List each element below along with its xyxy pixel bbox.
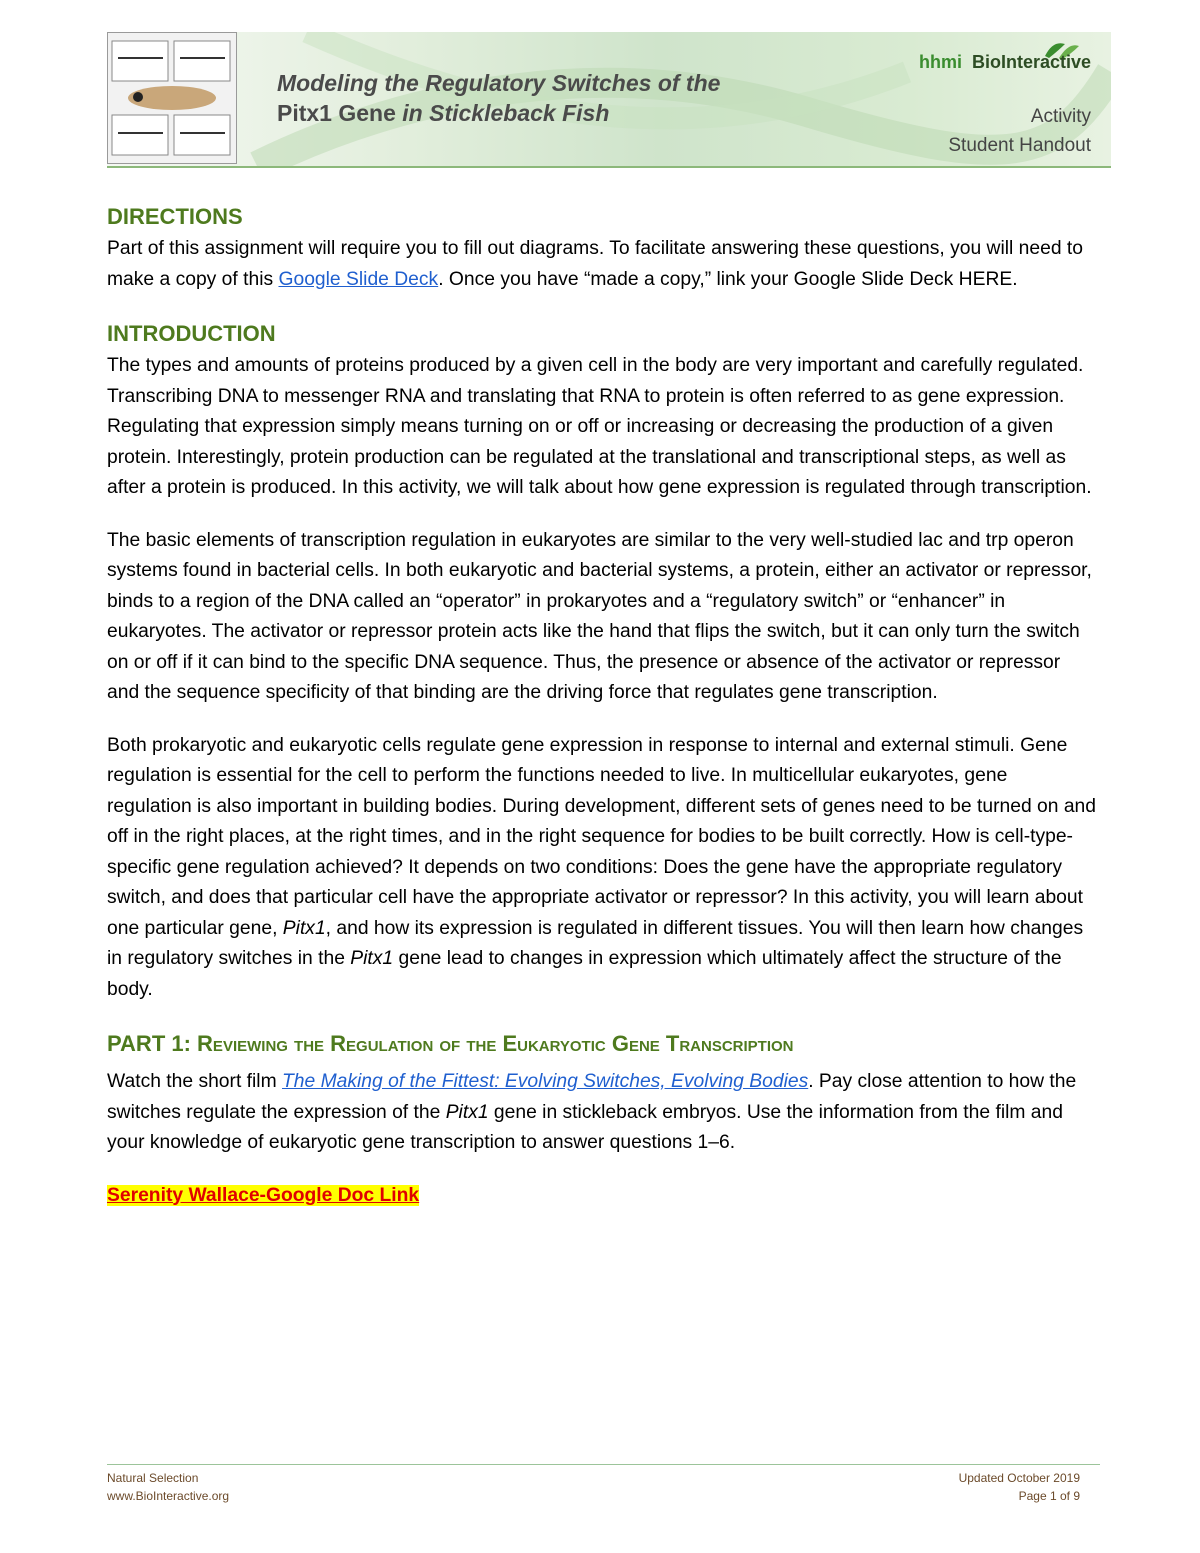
- footer-right: [900, 1469, 1080, 1505]
- directions-heading: DIRECTIONS: [107, 204, 243, 229]
- intro-p3-text-a: Both prokaryotic and eukaryotic cells regulate gene expression in response to internal and external stimuli. Gene regulation is essential for the cell to perform the functions needed to live. In multicellular eukaryotes, gene regulation is also important in building bodies. During development, different sets of genes need to be turned on and off in the right places, at the right times, and in the right sequence for bodies to be built correctly. How is cell-type-specific gene regulation achieved? It depends on two conditions: Does the gene have the appropriate regulatory switch, and does that particular cell have the appropriate activator or repressor? In this activity, you will learn about one particular gene,: [107, 734, 1096, 939]
- intro-p3-text-c: gene lead to changes in expression which ultimately affect the structure of the body.: [107, 948, 1062, 1000]
- intro-paragraph-1: The types and amounts of proteins produced by a given cell in the body are very important and carefully regulated. Transcribing DNA to messenger RNA and translating that RNA to protein is often referred to as gene expression. Regulating that expression simply means turning on or off or increasing or decreasing the production of a given protein. Interestingly, protein production can be regulated at the translational and transcriptional steps, as well as after a protein is produced. In this activity, we will talk about how gene expression is regulated through transcription.: [107, 355, 1092, 498]
- directions-text-before: Part of this assignment will require you to fill out diagrams. To facilitate answering these questions, you will need to make a copy of this: [107, 238, 1083, 290]
- title-in: in: [402, 100, 423, 126]
- footer-page-number: Page 1 of 9: [1018, 1489, 1080, 1503]
- brand-biointeractive: BioInteractive: [971, 52, 1091, 72]
- part1-paragraph: [107, 1067, 1097, 1159]
- directions-paragraph: [107, 234, 1097, 295]
- activity-label: Activity: [1030, 106, 1091, 127]
- gene-name: Pitx1: [445, 1101, 489, 1123]
- title-gene: Pitx1 Gene: [277, 100, 403, 126]
- part1-text-before: Watch the short film: [107, 1071, 283, 1092]
- part1-heading-title: Reviewing the Regulation of the Eukaryotic Gene Transcription: [197, 1031, 794, 1056]
- gene-name: Pitx1: [282, 917, 326, 939]
- footer-divider: [107, 1464, 1100, 1465]
- title-line-1: Modeling the Regulatory Switches of the: [277, 70, 721, 96]
- document-title: [277, 68, 720, 128]
- title-fish: Stickleback Fish: [422, 100, 610, 126]
- brand-hhmi: hhmi: [918, 52, 962, 72]
- diagram-thumbnail: [107, 32, 237, 164]
- google-doc-link[interactable]: Serenity Wallace-Google Doc Link: [107, 1184, 420, 1206]
- brand-logo: [919, 52, 1091, 73]
- handout-type: [948, 102, 1091, 160]
- part1-heading: [107, 1027, 1097, 1061]
- document-body: [107, 200, 1097, 1211]
- part1-heading-number: PART 1:: [107, 1031, 198, 1056]
- part1-text-after: gene in stickleback embryos. Use the information from the film and your knowledge of eukaryotic gene transcription to answer questions 1–6.: [107, 1101, 1063, 1153]
- gene-name: Pitx1: [350, 948, 394, 969]
- footer-unit: Natural Selection: [107, 1471, 199, 1485]
- film-link[interactable]: The Making of the Fittest: Evolving Switches, Evolving Bodies: [282, 1071, 809, 1092]
- google-slide-deck-link[interactable]: Google Slide Deck: [278, 268, 439, 290]
- part1-text-mid: . Pay close attention to how the switches regulate the expression of the: [107, 1071, 1077, 1123]
- intro-paragraph-3: [107, 731, 1097, 1006]
- introduction-heading: INTRODUCTION: [107, 321, 276, 346]
- directions-text-after: . Once you have “made a copy,” link your Google Slide Deck HERE.: [438, 268, 1018, 290]
- footer-website[interactable]: www.BioInteractive.org: [107, 1489, 230, 1503]
- footer-left: [107, 1469, 229, 1505]
- footer-updated: Updated October 2019: [958, 1471, 1080, 1485]
- intro-paragraph-2: The basic elements of transcription regulation in eukaryotes are similar to the very well-studied lac and trp operon systems found in bacterial cells. In both eukaryotic and bacterial systems, a protein, either an activator or repressor, binds to a region of the DNA called an “operator” in prokaryotes and a “regulatory switch” or “enhancer” in eukaryotes. The activator or repressor protein acts like the hand that flips the switch, but it can only turn the switch on or off if it can bind to the specific DNA sequence. Thus, the presence or absence of the activator or repressor and the sequence specificity of that binding are the driving force that regulates gene transcription.: [107, 529, 1092, 703]
- student-handout-label: Student Handout: [948, 135, 1091, 156]
- intro-p3-text-b: , and how its expression is regulated in different tissues. You will then learn how changes in regulatory switches in the: [107, 917, 1084, 969]
- header-banner: [107, 32, 1111, 168]
